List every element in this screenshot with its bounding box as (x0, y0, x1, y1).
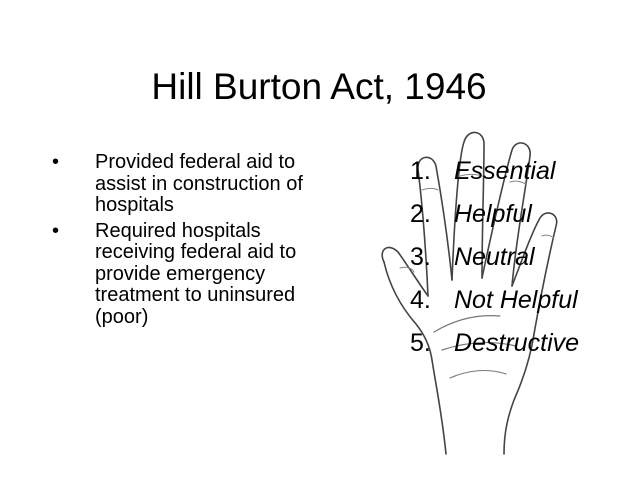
scale-label: Neutral (454, 243, 535, 271)
bullet-marker: • (52, 219, 60, 242)
scale-number: 1. (410, 157, 431, 185)
scale-label: Not Helpful (454, 286, 578, 314)
scale-number: 2. (410, 200, 431, 228)
bullet-list (52, 152, 322, 332)
slide-title: Hill Burton Act, 1946 (151, 66, 487, 107)
scale-number: 3. (410, 243, 431, 271)
bullet-item (52, 221, 322, 329)
scale-label: Essential (454, 157, 556, 185)
scale-number: 4. (410, 286, 431, 314)
scale-number: 5. (410, 329, 431, 357)
bullet-marker: • (52, 151, 60, 173)
bullet-text: Provided federal aid to assist in construction of hospitals (95, 151, 303, 216)
bullet-item (52, 152, 322, 217)
bullet-text: Required hospitals receiving federal aid to provide emergency treatment to uninsured (poor) (95, 219, 297, 328)
scale-label: Destructive (454, 329, 580, 357)
scale-label: Helpful (454, 200, 532, 228)
